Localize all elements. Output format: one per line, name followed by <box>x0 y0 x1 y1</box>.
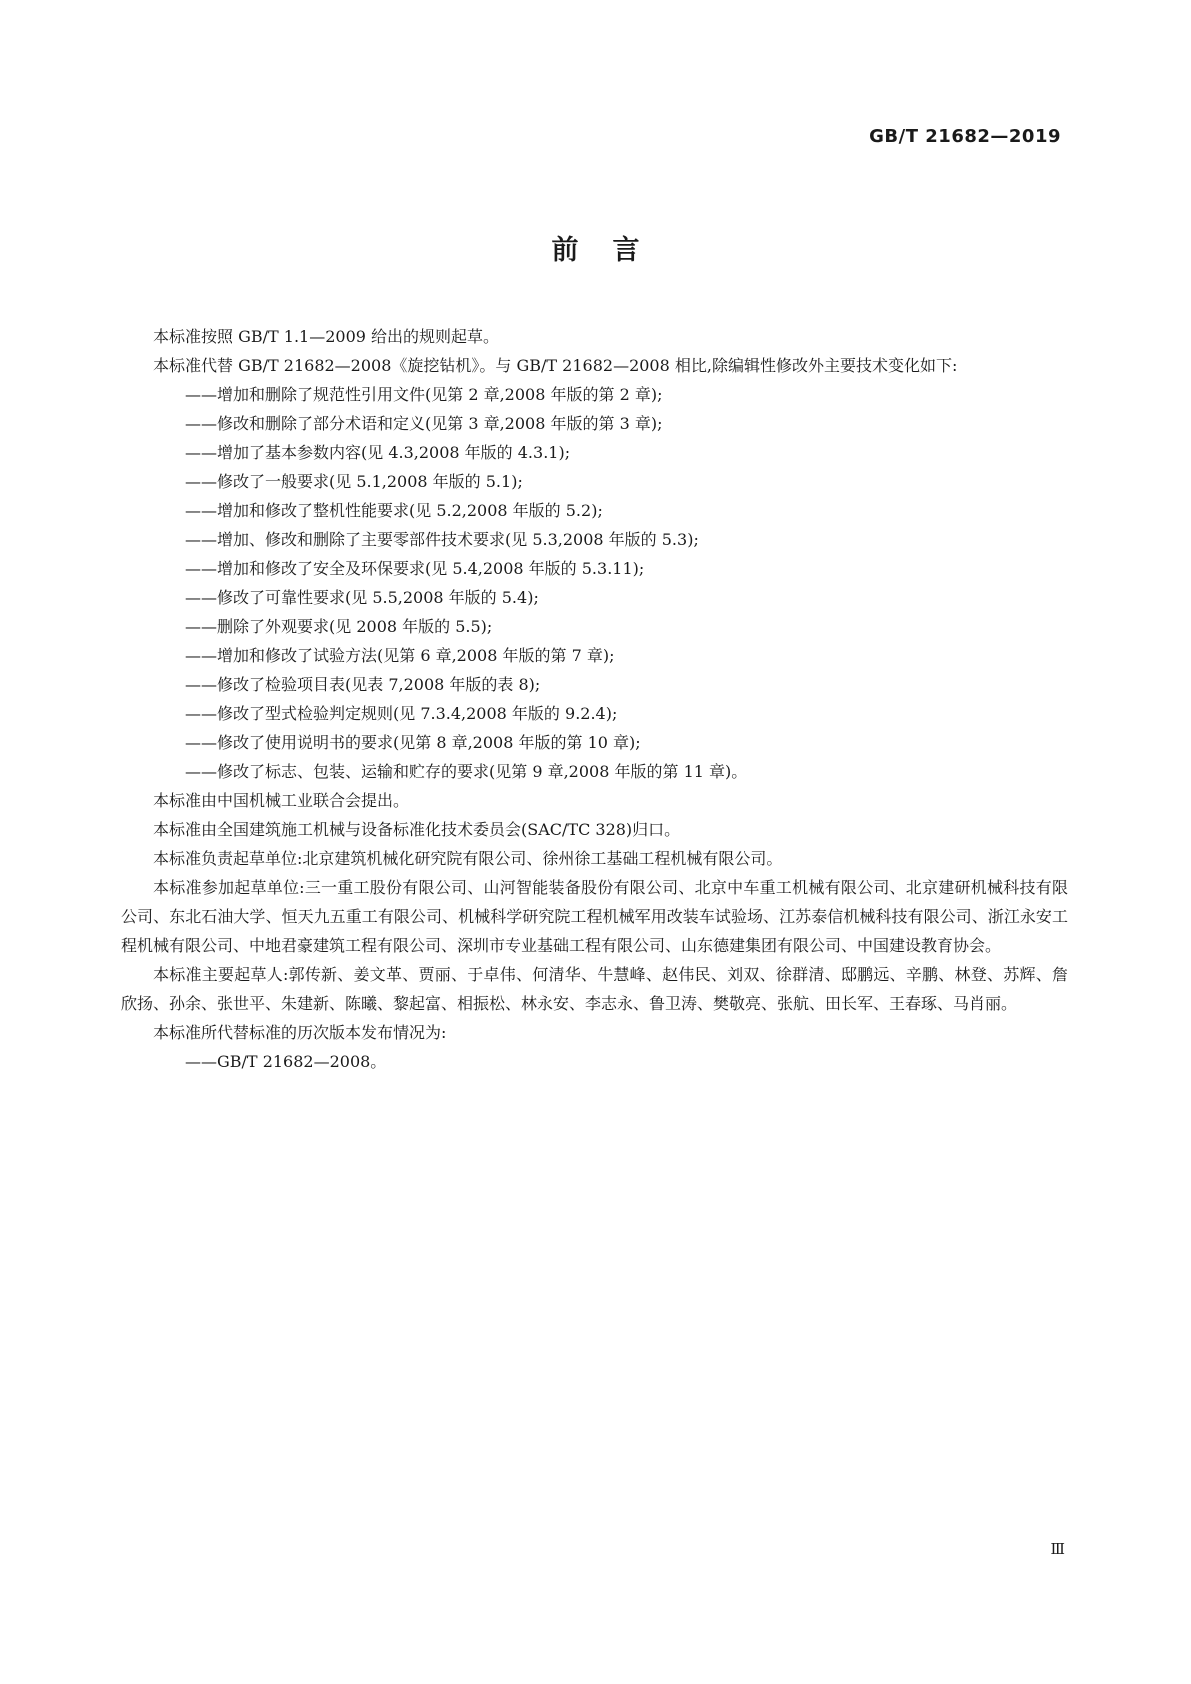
page-title: 前言 <box>551 235 674 266</box>
paragraph-previous-editions: 本标准所代替标准的历次版本发布情况为: <box>153 1023 447 1042</box>
paragraph-managed-by: 本标准由全国建筑施工机械与设备标准化技术委员会(SAC/TC 328)归口。 <box>153 820 681 839</box>
standard-code: GB/T 21682—2019 <box>869 126 1061 147</box>
foreword-body <box>121 322 1068 1076</box>
change-list-item: ——增加和删除了规范性引用文件(见第 2 章,2008 年版的第 2 章); <box>185 385 663 404</box>
paragraph-proposed-by: 本标准由中国机械工业联合会提出。 <box>153 791 410 810</box>
change-list-item: ——修改了标志、包装、运输和贮存的要求(见第 9 章,2008 年版的第 11 章)。 <box>185 762 748 781</box>
change-list-item: ——修改了使用说明书的要求(见第 8 章,2008 年版的第 10 章); <box>185 733 641 752</box>
change-list-item: ——修改了一般要求(见 5.1,2008 年版的 5.1); <box>185 472 523 491</box>
paragraph-drafting-rules: 本标准按照 GB/T 1.1—2009 给出的规则起草。 <box>153 327 500 346</box>
page-number: Ⅲ <box>1050 1540 1065 1558</box>
paragraph-main-authors: 本标准主要起草人:郭传新、姜文革、贾丽、于卓伟、何清华、牛慧峰、赵伟民、刘双、徐群清、邸鹏远、辛鹏、林登、苏辉、詹欣扬、孙余、张世平、朱建新、陈曦、黎起富、相振松、林永安、李志永、鲁卫涛、樊敬亮、张航、田长军、王春琢、马肖丽。 <box>121 965 1068 1013</box>
change-list-item: ——增加和修改了安全及环保要求(见 5.4,2008 年版的 5.3.11); <box>185 559 645 578</box>
paragraph-replacement: 本标准代替 GB/T 21682—2008《旋挖钻机》。与 GB/T 21682—2008 相比,除编辑性修改外主要技术变化如下: <box>153 356 958 375</box>
paragraph-lead-drafters: 本标准负责起草单位:北京建筑机械化研究院有限公司、徐州徐工基础工程机械有限公司。 <box>153 849 783 868</box>
change-list-item: ——增加了基本参数内容(见 4.3,2008 年版的 4.3.1); <box>185 443 571 462</box>
change-list-item: ——修改了型式检验判定规则(见 7.3.4,2008 年版的 9.2.4); <box>185 704 618 723</box>
change-list-item: ——修改了可靠性要求(见 5.5,2008 年版的 5.4); <box>185 588 539 607</box>
change-list-item: ——增加、修改和删除了主要零部件技术要求(见 5.3,2008 年版的 5.3); <box>185 530 699 549</box>
change-list-item: ——增加和修改了试验方法(见第 6 章,2008 年版的第 7 章); <box>185 646 615 665</box>
change-list-item: ——删除了外观要求(见 2008 年版的 5.5); <box>185 617 493 636</box>
change-list-item: ——修改了检验项目表(见表 7,2008 年版的表 8); <box>185 675 541 694</box>
paragraph-participating-drafters: 本标准参加起草单位:三一重工股份有限公司、山河智能装备股份有限公司、北京中车重工机械有限公司、北京建研机械科技有限公司、东北石油大学、恒天九五重工有限公司、机械科学研究院工程机械军用改装车试验场、江苏泰信机械科技有限公司、浙江永安工程机械有限公司、中地君豪建筑工程有限公司、深圳市专业基础工程有限公司、山东德建集团有限公司、中国建设教育协会。 <box>121 878 1068 955</box>
previous-edition-item: ——GB/T 21682—2008。 <box>185 1052 387 1071</box>
change-list-item: ——增加和修改了整机性能要求(见 5.2,2008 年版的 5.2); <box>185 501 603 520</box>
change-list-item: ——修改和删除了部分术语和定义(见第 3 章,2008 年版的第 3 章); <box>185 414 663 433</box>
